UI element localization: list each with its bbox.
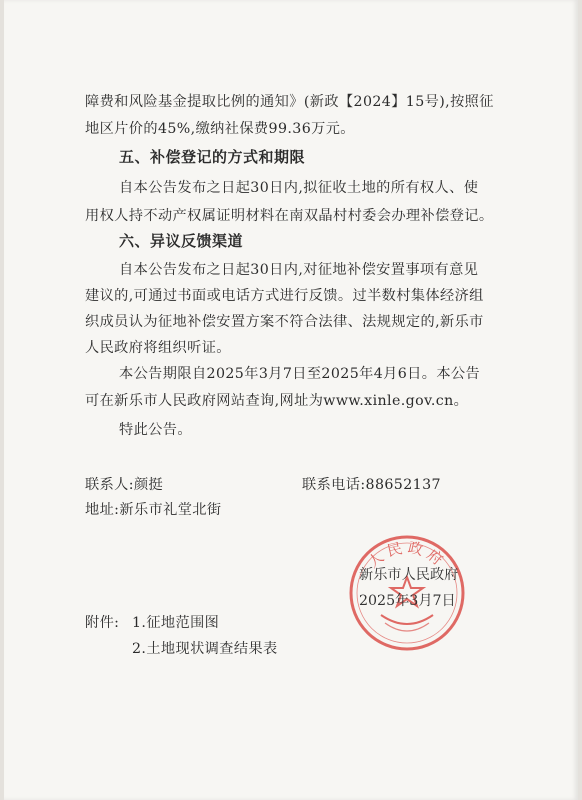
para3-line1: 自本公告发布之日起30日内,对征地补偿安置事项有意见 <box>119 262 479 278</box>
document-page <box>4 0 578 800</box>
para1-line2: 地区片价的45%,缴纳社保费99.36万元。 <box>85 121 355 137</box>
attachment-item-2: 2.土地现状调查结果表 <box>132 641 278 657</box>
para3-line3: 织成员认为征地补偿安置方案不符合法律、法规规定的,新乐市 <box>85 314 484 330</box>
para3-line4: 人民政府将组织听证。 <box>85 340 231 356</box>
issue-date: 2025年3月7日 <box>359 593 456 609</box>
para1-line1: 障费和风险基金提取比例的通知》(新政【2024】15号),按照征 <box>85 94 494 110</box>
section6-heading: 六、异议反馈渠道 <box>119 232 244 250</box>
section5-heading: 五、补偿登记的方式和期限 <box>119 148 306 166</box>
closing-text: 特此公告。 <box>119 422 192 438</box>
contact-address: 地址:新乐市礼堂北街 <box>85 502 222 518</box>
seal-text: 人民政府 <box>364 538 450 572</box>
attachments-label: 附件: <box>85 615 120 631</box>
para2-line1: 自本公告发布之日起30日内,拟征收土地的所有权人、使 <box>119 180 479 196</box>
para2-line2: 用权人持不动产权属证明材料在南双晶村村委会办理补偿登记。 <box>85 208 494 224</box>
attachment-item-1: 1.征地范围图 <box>132 615 220 631</box>
para4-line1: 本公告期限自2025年3月7日至2025年4月6日。本公告 <box>119 366 481 382</box>
issuer-name: 新乐市人民政府 <box>359 567 459 583</box>
para4-line2: 可在新乐市人民政府网站查询,网址为www.xinle.gov.cn。 <box>85 393 469 409</box>
contact-phone: 联系电话:88652137 <box>302 477 441 493</box>
para3-line2: 建议的,可通过书面或电话方式进行反馈。过半数村集体经济组 <box>85 288 484 304</box>
contact-person: 联系人:颜挺 <box>85 477 164 493</box>
